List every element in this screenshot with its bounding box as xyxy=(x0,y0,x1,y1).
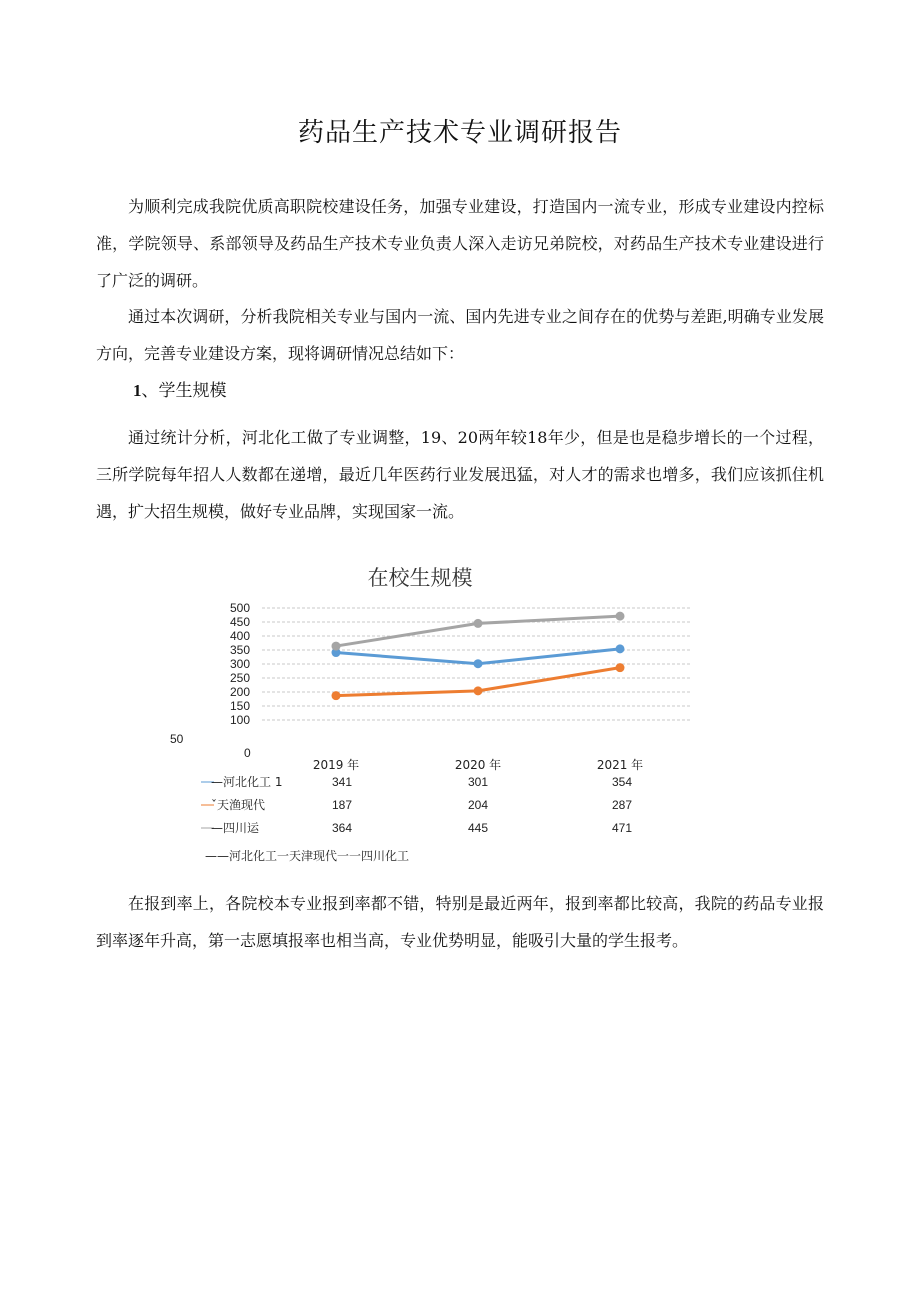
x-tick-label: 2019 年 xyxy=(312,758,360,772)
y-tick-label: 0 xyxy=(244,746,251,760)
section-heading-student-scale xyxy=(133,376,227,401)
y-tick-label: 500 xyxy=(230,601,251,615)
y-tick-label: 150 xyxy=(230,699,251,713)
table-cell-value: 187 xyxy=(331,798,353,812)
series-line-2 xyxy=(336,616,620,646)
y-tick-label: 200 xyxy=(230,685,251,699)
data-point xyxy=(332,691,341,700)
table-cell-value: 301 xyxy=(467,775,489,789)
table-row-label: —四川运 xyxy=(211,821,260,835)
y-tick-label: 450 xyxy=(230,615,251,629)
paragraph-intro: 为顺利完成我院优质高职院校建设任务，加强专业建设，打造国内一流专业，形成专业建设内控标准，学院领导、系部领导及药品生产技术专业负责人深入走访兄弟院校，对药品生产技术专业建设进行了广泛的调研。 xyxy=(96,197,824,290)
table-row-label: —河北化工 1 xyxy=(211,775,283,789)
y-tick-label: 50 xyxy=(170,732,184,746)
data-point xyxy=(616,663,625,672)
data-point xyxy=(474,659,483,668)
table-row-label: ˇ天渔现代 xyxy=(211,798,266,812)
data-point xyxy=(474,686,483,695)
table-cell-value: 354 xyxy=(611,775,633,789)
data-point xyxy=(616,612,625,621)
series-line-1 xyxy=(336,668,620,696)
data-point xyxy=(616,644,625,653)
chart-title: 在校生规模 xyxy=(367,566,473,590)
table-cell-value: 204 xyxy=(467,798,489,812)
paragraph-analysis: 通过统计分析，河北化工做了专业调整，19、20两年较18年少，但是也是稳步增长的一个过程，三所学院每年招人人数都在递增，最近几年医药行业发展迅猛，对人才的需求也增多，我们应该抓住机遇，扩大招生规模，做好专业品牌，实现国家一流。 xyxy=(96,428,824,521)
paragraph-enrollment-rate: 在报到率上，各院校本专业报到率都不错，特别是最近两年，报到率都比较高，我院的药品专业报到率逐年升高，第一志愿填报率也相当高，专业优势明显，能吸引大量的学生报考。 xyxy=(96,894,824,950)
x-tick-label: 2020 年 xyxy=(454,758,502,772)
y-tick-label: 400 xyxy=(230,629,251,643)
series-line-0 xyxy=(336,649,620,664)
data-point xyxy=(474,619,483,628)
section-number: 1 xyxy=(133,381,142,400)
y-tick-label: 350 xyxy=(230,643,251,657)
y-tick-label: 300 xyxy=(230,657,251,671)
table-cell-value: 471 xyxy=(611,821,633,835)
chart-legend: ——河北化工一天津现代一一四川化工 xyxy=(205,849,410,863)
table-cell-value: 445 xyxy=(467,821,489,835)
table-cell-value: 364 xyxy=(331,821,353,835)
data-point xyxy=(332,648,341,657)
page-title: 药品生产技术专业调研报告 xyxy=(297,118,622,148)
y-tick-label: 100 xyxy=(230,713,251,727)
table-cell-value: 341 xyxy=(331,775,353,789)
table-cell-value: 287 xyxy=(611,798,633,812)
y-tick-label: 250 xyxy=(230,671,251,685)
data-point xyxy=(332,642,341,651)
paragraph-purpose: 通过本次调研，分析我院相关专业与国内一流、国内先进专业之间存在的优势与差距,明确专业发展方向，完善专业建设方案，现将调研情况总结如下： xyxy=(96,307,824,363)
section-title: 、学生规模 xyxy=(141,381,227,401)
x-tick-label: 2021 年 xyxy=(596,758,644,772)
